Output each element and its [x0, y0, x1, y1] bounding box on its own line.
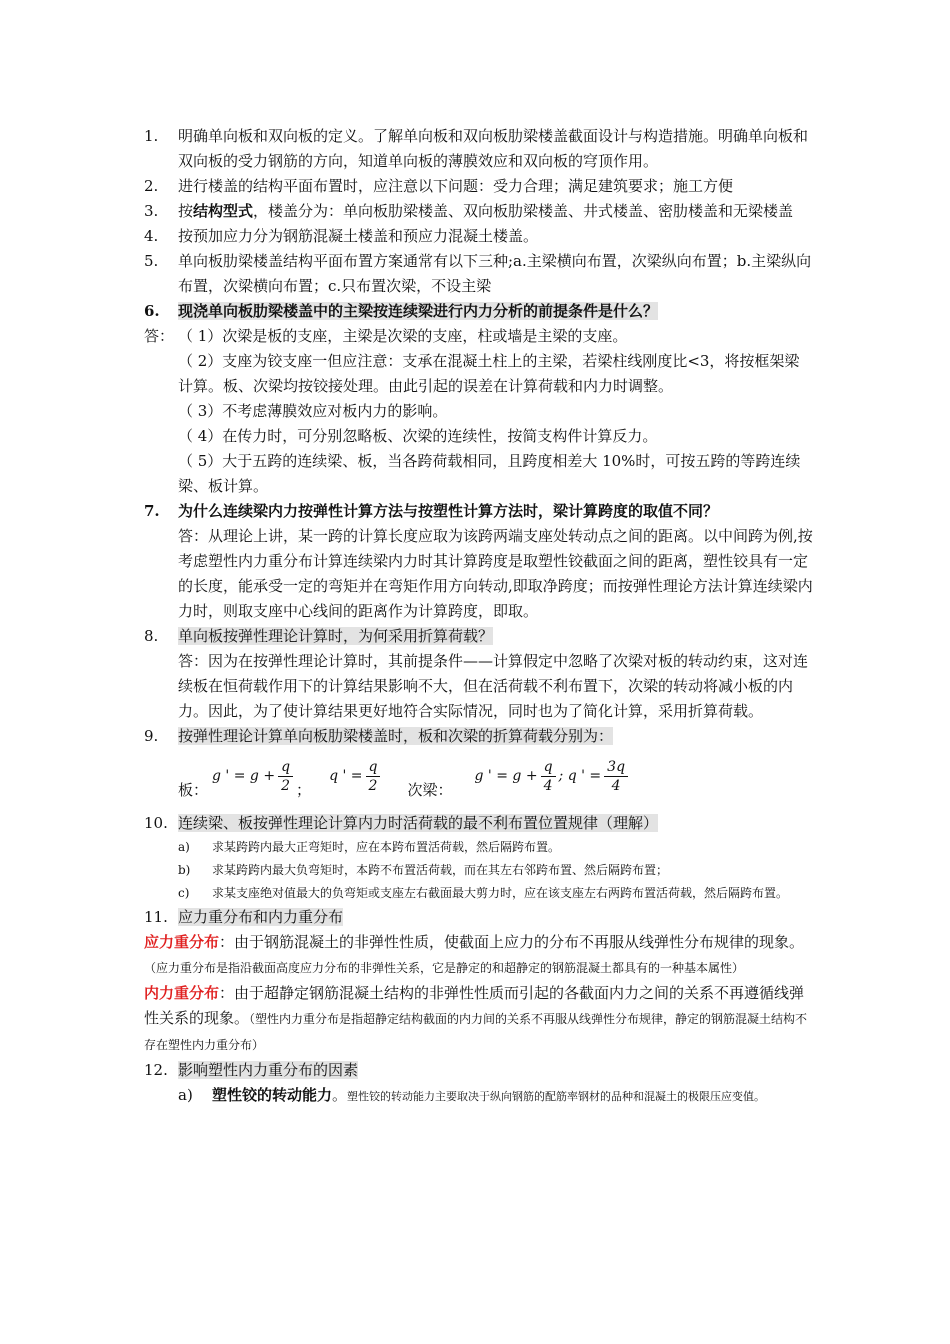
answer-8: 答：因为在按弹性理论计算时，其前提条件——计算假定中忽略了次梁对板的转动约束，这对连续板在恒荷载作用下的计算结果影响不大，但在活荷载不利布置下，次梁的转动将减小板的内力。因此，为了使计算结果更好地符合实际情况，同时也为了简化计算，采用折算荷载。 [178, 652, 809, 720]
question-12 [144, 1058, 814, 1083]
sub-label: c) [178, 886, 190, 900]
beam-label: 次梁： [407, 781, 453, 799]
answer-6-line-2: （ 2）支座为铰支座一但应注意：支承在混凝土柱上的主梁，若梁柱线刚度比<3，将按框架梁计算。板、次梁均按铰接处理。由此引起的误差在计算荷载和内力时调整。 [178, 352, 800, 395]
denominator: 2 [368, 777, 378, 794]
sub-bold: 塑性铰的转动能力 [212, 1086, 333, 1104]
separator: ; [558, 767, 564, 784]
fraction [604, 758, 628, 795]
item-number: 4. [144, 227, 159, 245]
item-number: 5. [144, 252, 159, 270]
answer-6-line-4: （ 4）在传力时，可分别忽略板、次梁的连续性，按简支构件计算反力。 [178, 427, 658, 445]
question-title: 现浇单向板肋梁楼盖中的主梁按连续梁进行内力分析的前提条件是什么？ [178, 302, 659, 320]
denominator: 4 [543, 777, 553, 794]
item-text [178, 199, 814, 224]
numerator: q [366, 758, 381, 777]
answer-6-line-3: （ 3）不考虑薄膜效应对板内力的影响。 [178, 402, 448, 420]
item-text: 单向板肋梁楼盖结构平面布置方案通常有以下三种;a.主梁横向布置，次梁纵向布置；b.主梁纵向布置，次梁横向布置；c.只布置次梁，不设主梁 [178, 252, 812, 295]
sub-item-a [144, 836, 814, 859]
fraction [541, 758, 556, 795]
term-stress-redistribution: 应力重分布 [144, 933, 220, 951]
item-text-pre: 按 [178, 202, 194, 220]
question-title: 为什么连续梁内力按弹性计算方法与按塑性计算方法时，梁计算跨度的取值不同？ [178, 502, 719, 520]
item-text: 明确单向板和双向板的定义。了解单向板和双向板肋梁楼盖截面设计与构造措施。明确单向板和双向板的受力钢筋的方向，知道单向板的薄膜效应和双向板的穹顶作用。 [178, 127, 809, 170]
sub-bold-end: 。 [332, 1086, 348, 1104]
item-number: 8. [144, 627, 159, 645]
sub-label: a) [178, 1086, 193, 1104]
formula-row [144, 749, 814, 803]
slab-label: 板： [178, 781, 209, 799]
question-9 [144, 724, 814, 749]
term-force-redistribution: 内力重分布 [144, 984, 220, 1002]
question-title: 连续梁、板按弹性理论计算内力时活荷载的最不利布置位置规律（理解） [178, 814, 659, 832]
numerator: q [541, 758, 556, 777]
math-symbol: + [263, 767, 276, 784]
sub-item-b [144, 859, 814, 882]
slab-formula-q [329, 758, 383, 795]
math-symbol: = [350, 767, 363, 784]
sub-item-c [144, 882, 814, 905]
question-8 [144, 624, 814, 649]
question-title: 按弹性理论计算单向板肋梁楼盖时，板和次梁的折算荷载分别为： [178, 727, 614, 745]
question-title: 单向板按弹性理论计算时，为何采用折算荷载？ [178, 627, 494, 645]
question-11 [144, 905, 814, 930]
sub-text: 求某支座绝对值最大的负弯矩或支座左右截面最大剪力时，应在该支座左右两跨布置活荷载，然后隔跨布置。 [212, 886, 789, 900]
math-symbol: = [589, 767, 602, 784]
question-title: 影响塑性内力重分布的因素 [178, 1061, 359, 1079]
item-number: 7. [144, 502, 160, 520]
separator: ； [296, 781, 312, 799]
paragraph-stress-redistribution [144, 930, 814, 981]
sub-label: b) [178, 863, 191, 877]
sub-text: 塑性铰的转动能力主要取决于纵向钢筋的配筋率钢材的品种和混凝土的极限压应变值。 [347, 1090, 766, 1103]
sub-text: 求某跨跨内最大正弯矩时，应在本跨布置活荷载，然后隔跨布置。 [212, 840, 561, 854]
math-symbol: q ' [567, 767, 585, 784]
item-text: 按预加应力分为钢筋混凝土楼盖和预应力混凝土楼盖。 [178, 227, 539, 245]
list-item-1 [144, 124, 814, 174]
math-symbol: = [496, 767, 508, 784]
math-symbol: g ' [474, 767, 492, 784]
fraction [366, 758, 381, 795]
sub-item-12a [144, 1083, 814, 1109]
item-number: 10. [144, 814, 168, 832]
denominator: 4 [611, 777, 621, 794]
list-item-5 [144, 249, 814, 299]
beam-formula [475, 758, 632, 795]
definition-note: （塑性内力重分布是指超静定结构截面的内力间的关系不再服从线弹性分布规律，静定的钢筋混凝土结构不存在塑性内力重分布） [144, 1012, 808, 1052]
question-7 [144, 499, 814, 524]
slab-formula-g [212, 758, 296, 795]
answer-6-line-5: （ 5）大于五跨的连续梁、板，当各跨荷载相同，且跨度相差大 10%时，可按五跨的等跨连续梁、板计算。 [178, 452, 801, 495]
sub-label: a) [178, 840, 190, 854]
definition-text: ：由于超静定钢筋混凝土结构的非弹性性质而引起的各截面内力之间的关系不再遵循线弹性关系的现象。 [144, 984, 805, 1027]
fraction [278, 758, 293, 795]
item-number: 3. [144, 202, 159, 220]
item-number: 6. [144, 302, 160, 320]
item-number: 12. [144, 1061, 168, 1079]
answer-7: 答：从理论上讲，某一跨的计算长度应取为该跨两端支座处转动点之间的距离。以中间跨为例,按考虑塑性内力重分布计算连续梁内力时其计算跨度是取塑性铰截面之间的距离，塑性铰具有一定的长度，能承受一定的弯矩并在弯矩作用方向转动,即取净跨度；而按弹性理论方法计算连续梁内力时，则取支座中心线间的距离作为计算跨度，即取。 [178, 527, 813, 620]
item-text-bold: 结构型式 [193, 202, 254, 220]
denominator: 2 [281, 777, 291, 794]
numerator: 3q [604, 758, 628, 777]
math-symbol: g [512, 767, 522, 784]
document-content [144, 124, 814, 1109]
list-item-3 [144, 199, 814, 224]
list-item-2 [144, 174, 814, 199]
item-text-post: ，楼盖分为：单向板肋梁楼盖、双向板肋梁楼盖、井式楼盖、密肋楼盖和无梁楼盖 [253, 202, 794, 220]
paragraph-force-redistribution [144, 981, 814, 1058]
item-text: 进行楼盖的结构平面布置时，应注意以下问题：受力合理；满足建筑要求；施工方便 [178, 177, 734, 195]
item-number: 9. [144, 727, 159, 745]
sub-text: 求某跨跨内最大负弯矩时，本跨不布置活荷载，而在其左右邻跨布置、然后隔跨布置； [212, 863, 669, 877]
math-symbol: q ' [329, 767, 347, 784]
item-number: 1. [144, 127, 159, 145]
definition-note: （应力重分布是指沿截面高度应力分布的非弹性关系，它是静定的和超静定的钢筋混凝土都具有的一种基本属性） [144, 961, 745, 975]
math-symbol: = [233, 767, 246, 784]
question-10 [144, 811, 814, 836]
answer-6-line-1 [144, 324, 814, 349]
question-title: 应力重分布和内力重分布 [178, 908, 344, 926]
answer-label: 答： [144, 327, 175, 345]
math-symbol: g [249, 767, 259, 784]
definition-text: ：由于钢筋混凝土的非弹性性质，使截面上应力的分布不再服从线弹性分布规律的现象。 [219, 933, 805, 951]
item-number: 11. [144, 908, 168, 926]
question-6 [144, 299, 814, 324]
math-symbol: g ' [212, 767, 230, 784]
math-symbol: + [525, 767, 538, 784]
list-item-4 [144, 224, 814, 249]
answer-line: （ 1）次梁是板的支座，主梁是次梁的支座，柱或墙是主梁的支座。 [178, 327, 628, 345]
numerator: q [278, 758, 293, 777]
item-number: 2. [144, 177, 159, 195]
